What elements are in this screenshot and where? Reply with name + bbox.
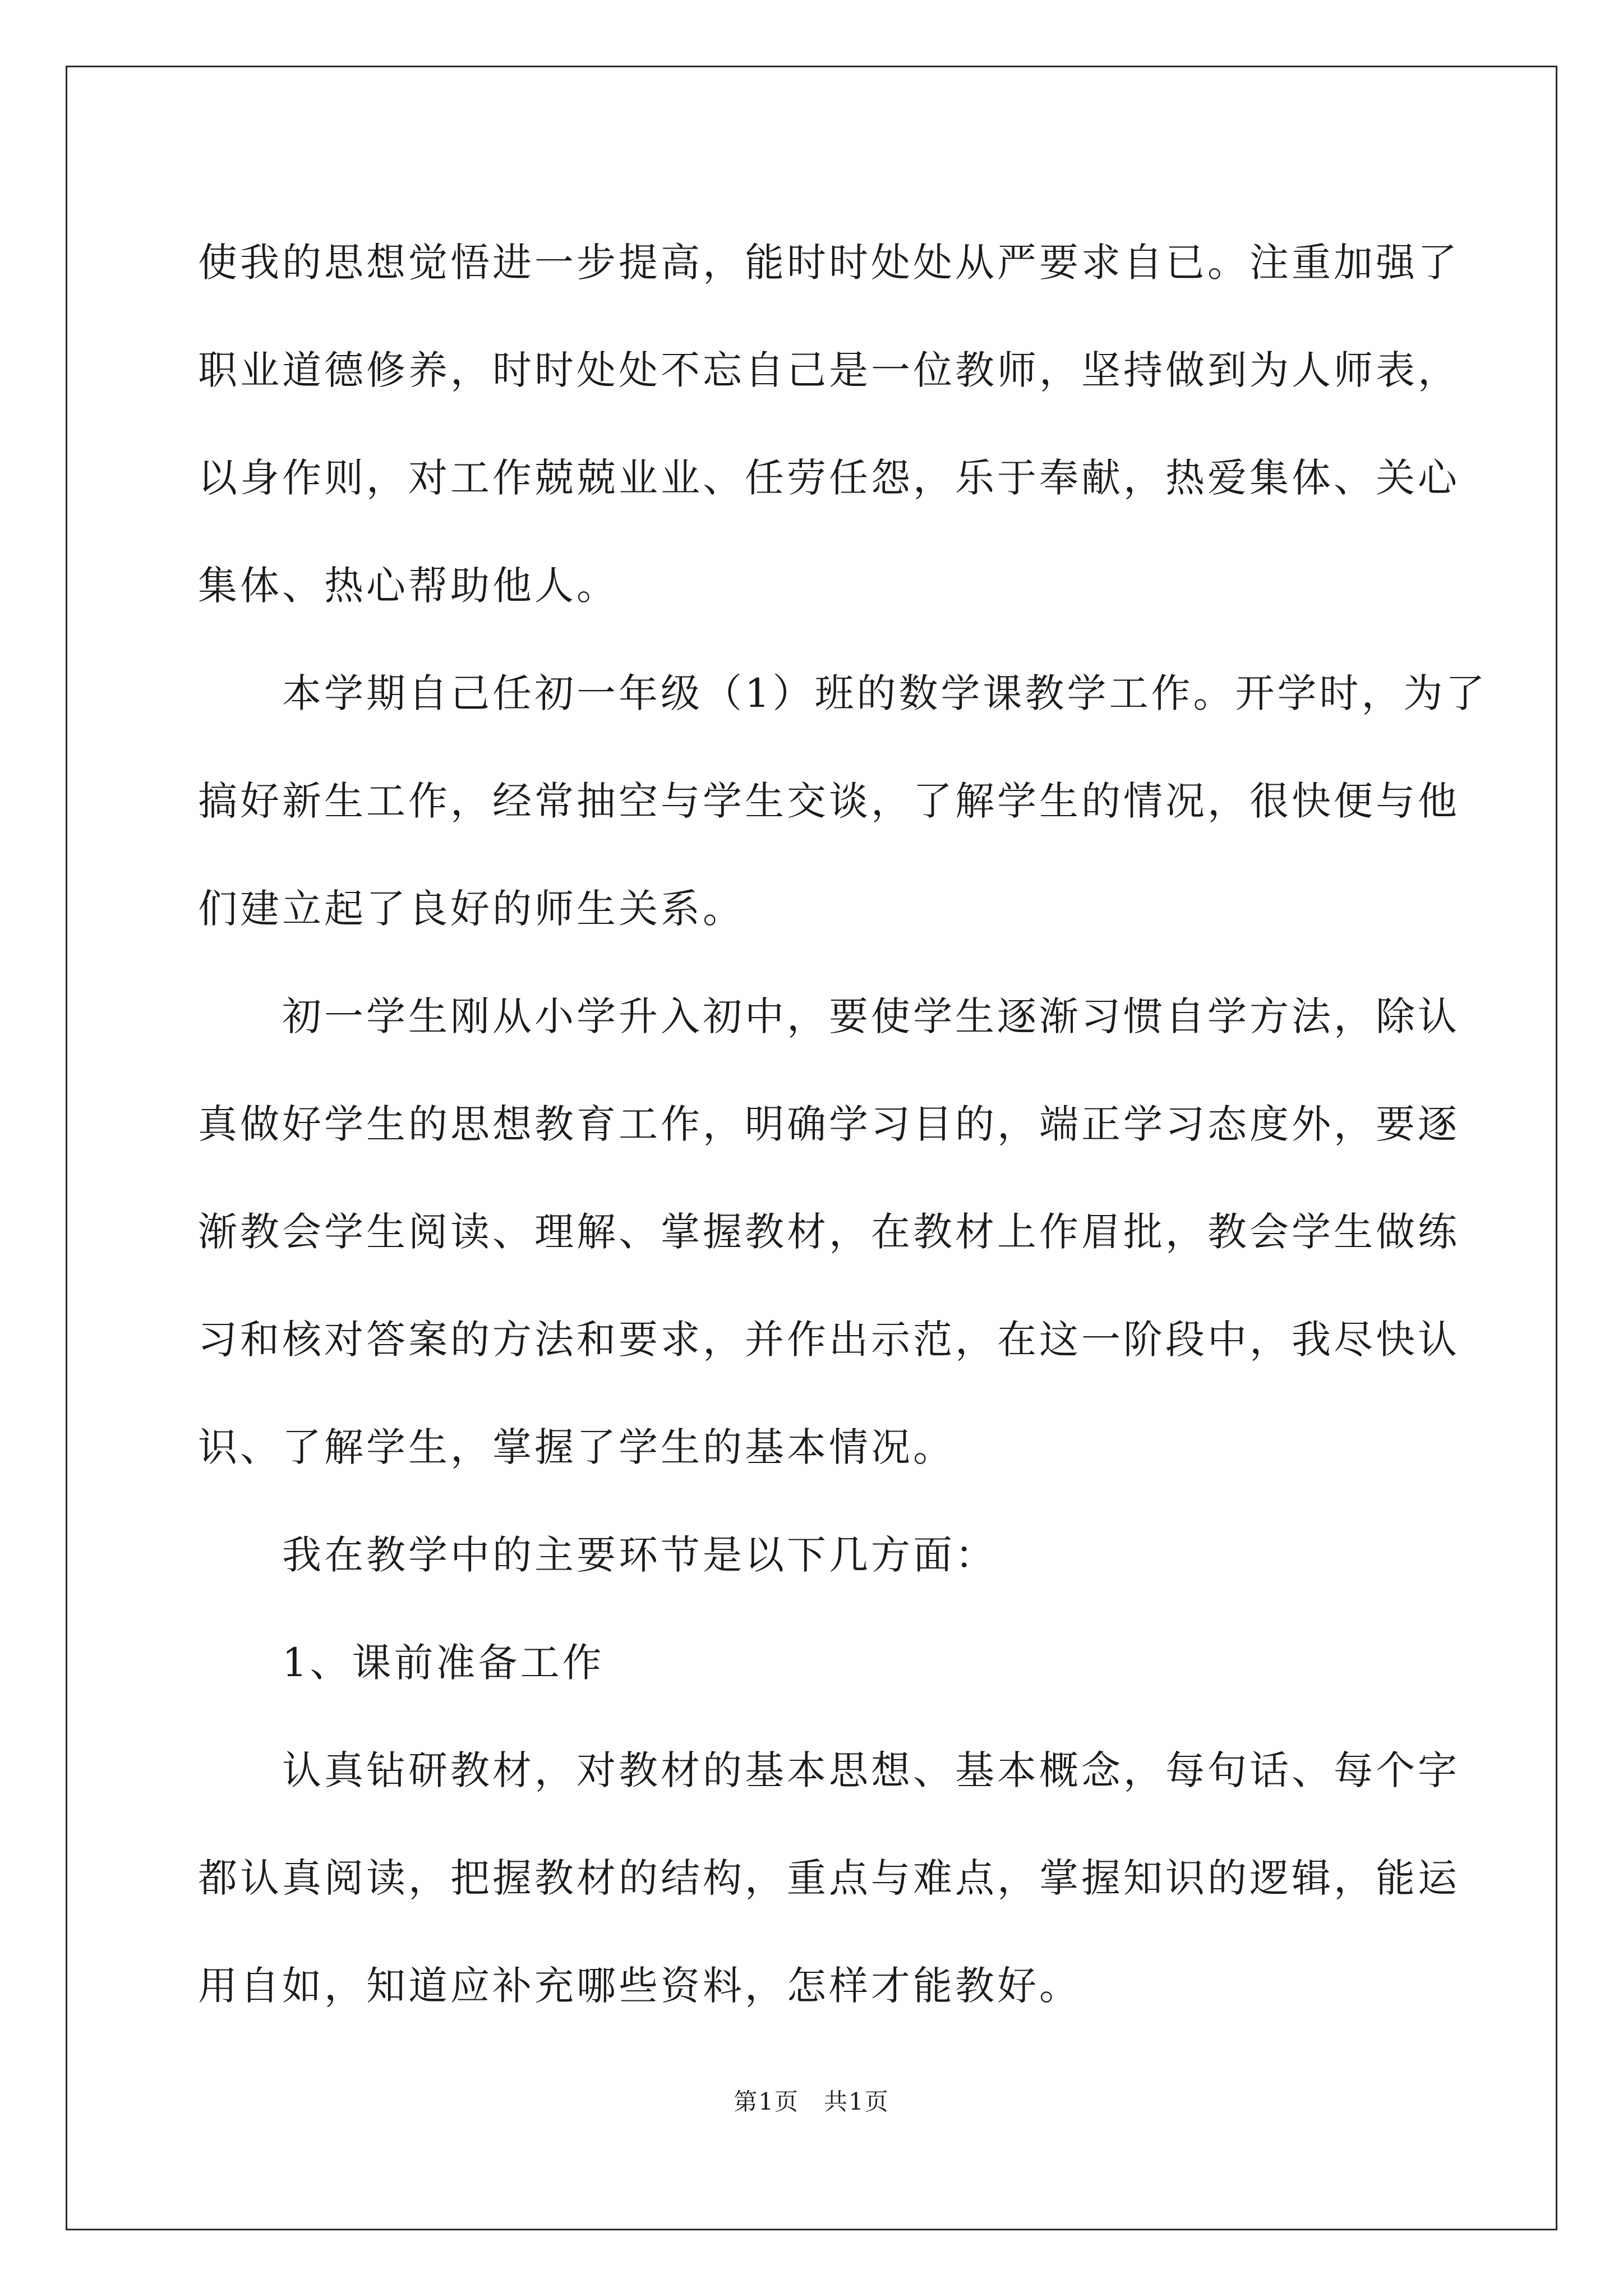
text-line: 们建立起了良好的师生关系。 xyxy=(198,886,745,932)
text-line: 识、了解学生，掌握了学生的基本情况。 xyxy=(198,1424,955,1470)
text-line: 用自如，知道应补充哪些资料，怎样才能教好。 xyxy=(198,1963,1081,2009)
section-heading: 1、课前准备工作 xyxy=(282,1640,605,1686)
text-line: 认真钻研教材，对教材的基本思想、基本概念，每句话、每个字 xyxy=(282,1747,1460,1793)
text-line: 真做好学生的思想教育工作，明确学习目的，端正学习态度外，要逐 xyxy=(198,1101,1460,1147)
text-line: 使我的思想觉悟进一步提高，能时时处处从严要求自已。注重加强了 xyxy=(198,240,1460,286)
text-line: 初一学生刚从小学升入初中，要使学生逐渐习惯自学方法，除认 xyxy=(282,993,1460,1039)
text-line: 搞好新生工作，经常抽空与学生交谈，了解学生的情况，很快便与他 xyxy=(198,778,1460,824)
text-line: 集体、热心帮助他人。 xyxy=(198,563,619,609)
text-line: 习和核对答案的方法和要求，并作出示范，在这一阶段中，我尽快认 xyxy=(198,1317,1460,1363)
document-body xyxy=(198,209,1488,2040)
text-line: 渐教会学生阅读、理解、掌握教材，在教材上作眉批，教会学生做练 xyxy=(198,1209,1460,1255)
text-line: 职业道德修养，时时处处不忘自己是一位教师，坚持做到为人师表， xyxy=(198,347,1460,393)
text-line: 以身作则，对工作兢兢业业、任劳任怨，乐于奉献，热爱集体、关心 xyxy=(198,455,1460,501)
text-line: 都认真阅读，把握教材的结构，重点与难点，掌握知识的逻辑，能运 xyxy=(198,1855,1460,1901)
page-footer: 第1页 共1页 xyxy=(734,2088,889,2115)
text-line: 本学期自己任初一年级（1）班的数学课教学工作。开学时，为了 xyxy=(282,670,1488,716)
text-line: 我在教学中的主要环节是以下几方面： xyxy=(282,1532,997,1578)
